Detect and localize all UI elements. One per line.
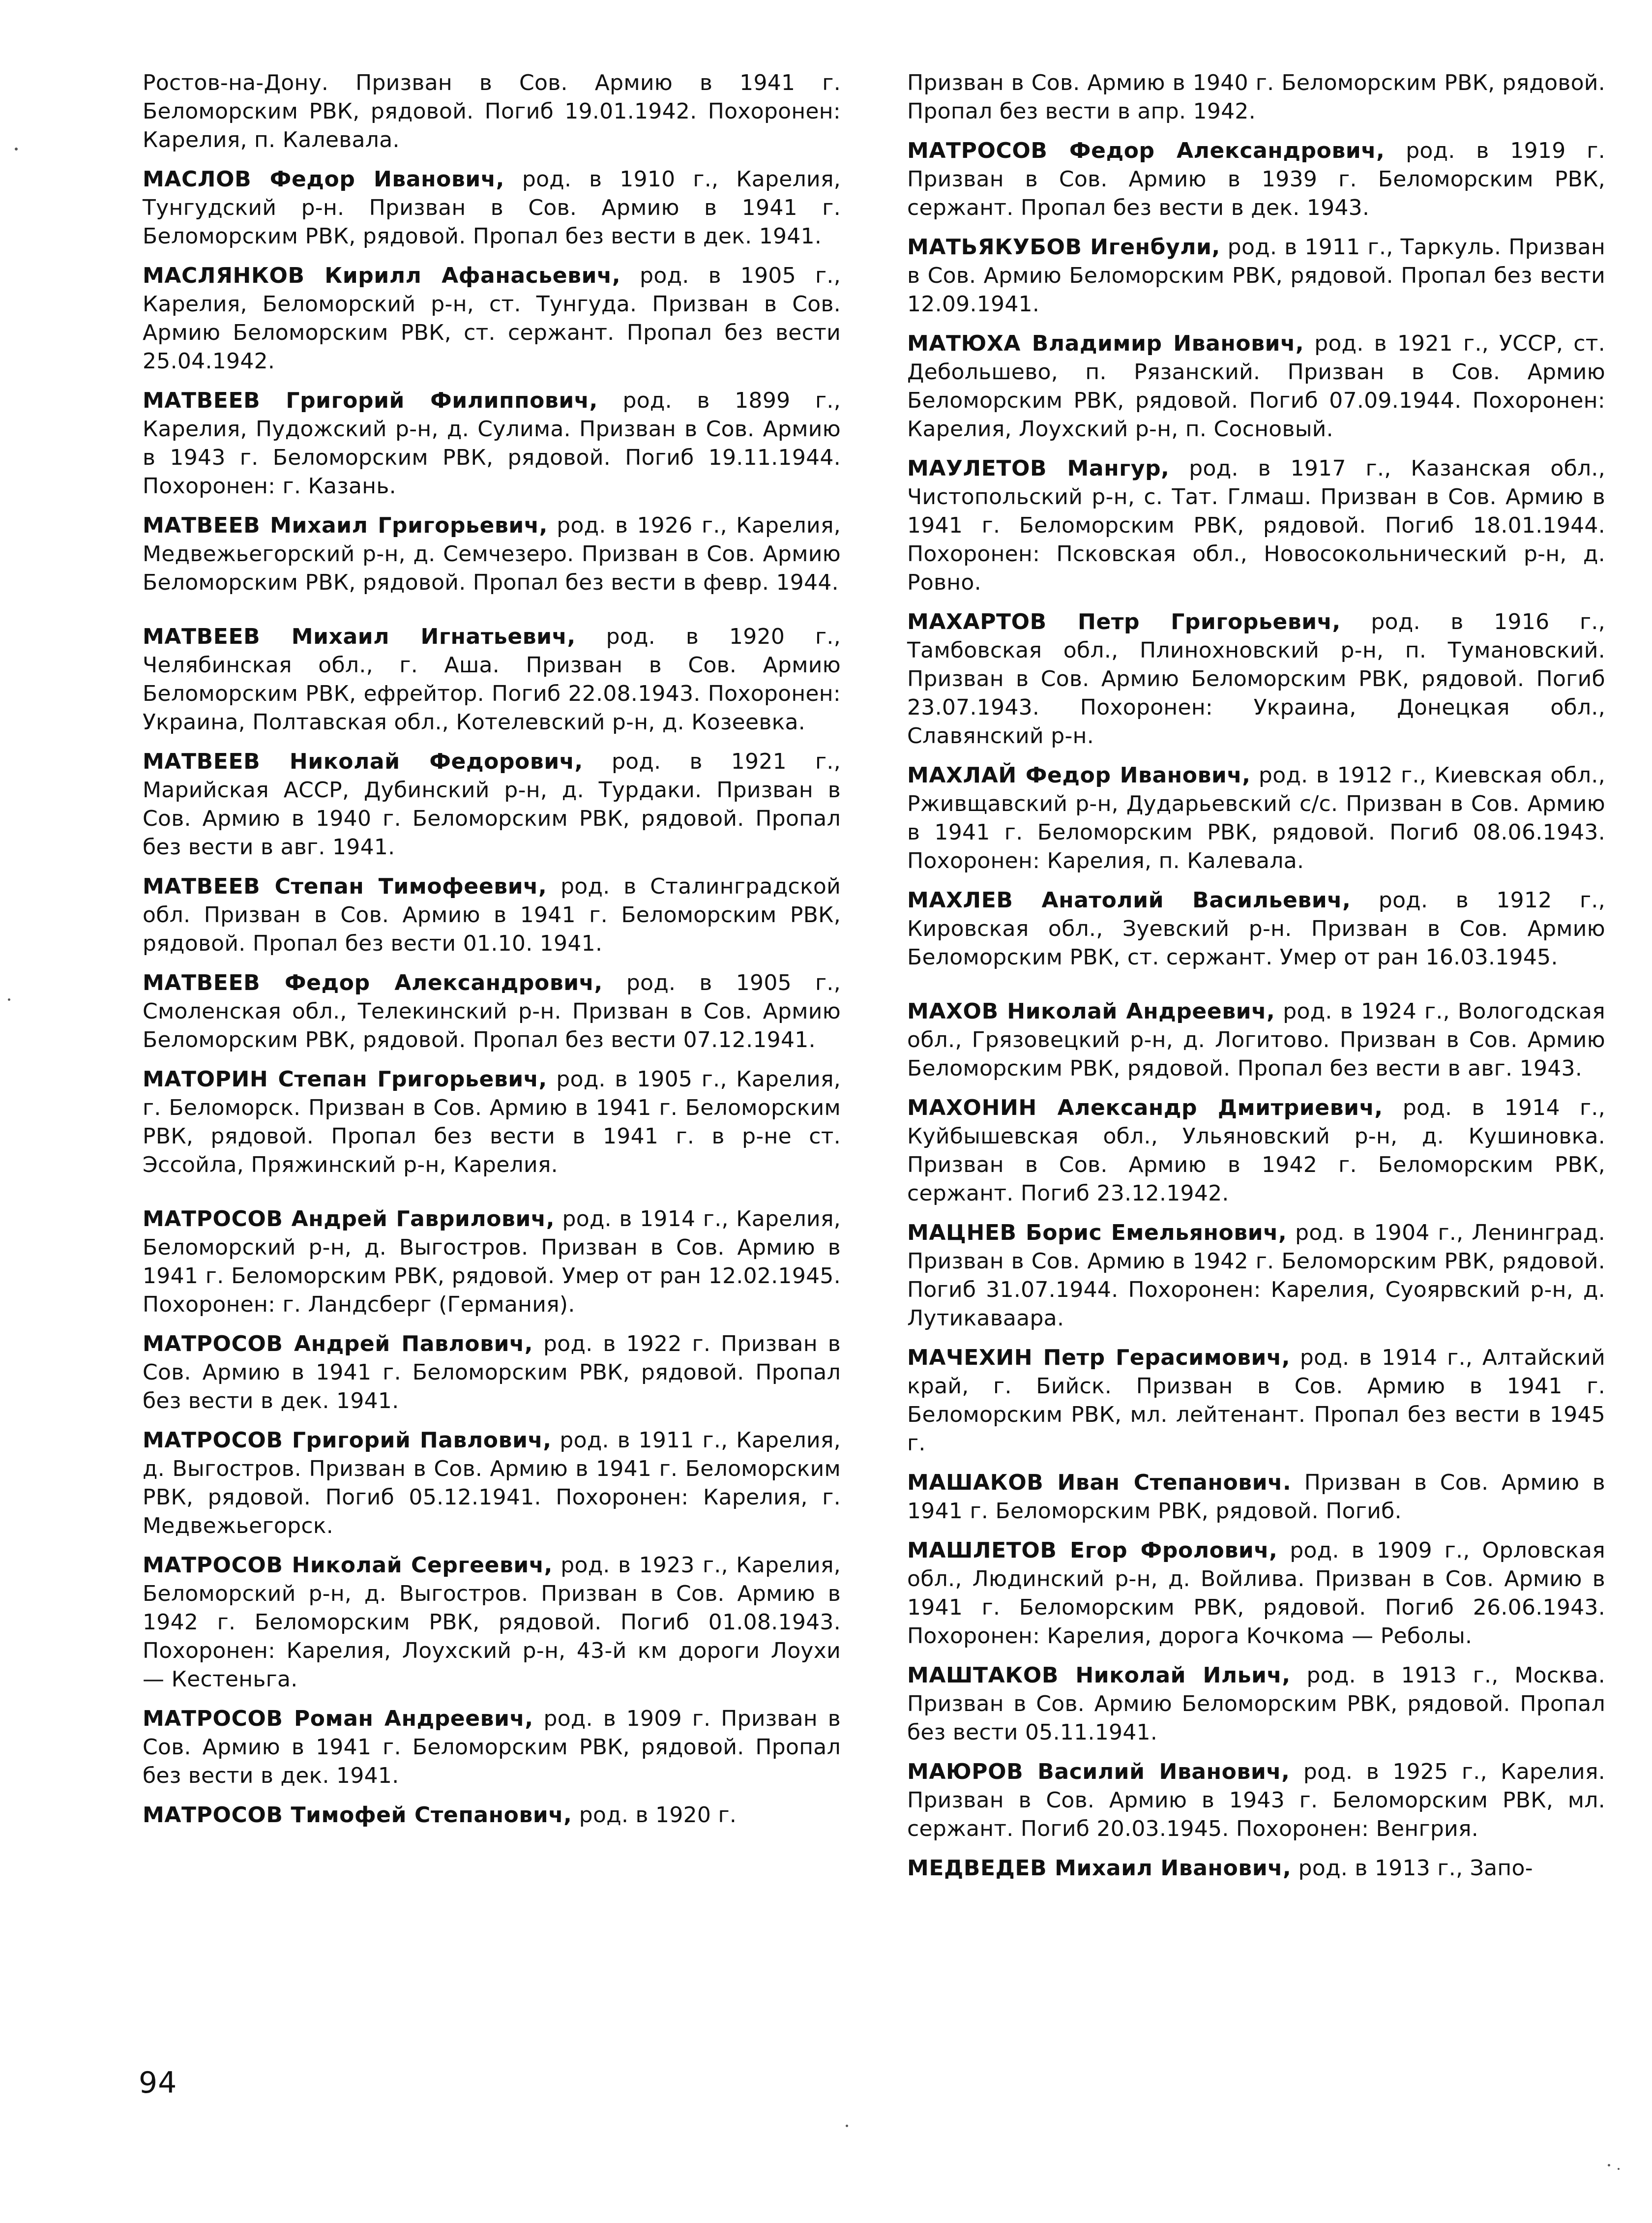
entry-text: род. в 1924 г., Вологодская обл., Грязовецкий р-н, д. Логитово. Призван в Сов. Армию Беломорским РВК, рядовой. Пропал без вести в авг. 1943. bbox=[907, 999, 1605, 1081]
entry-matveev-stepan bbox=[143, 872, 841, 958]
entry-text: род. в 1925 г., Карелия. Призван в Сов. Армию в 1943 г. Беломорским РВК, мл. сержант. Погиб 20.03.1945. Похоронен: Венгрия. bbox=[907, 1759, 1605, 1841]
entry-text: род. в 1904 г., Ленинград. Призван в Сов. Армию в 1942 г. Беломорским РВК, рядовой. Погиб 31.07.1944. Похоронен: Карелия, Суоярвский р-н, д. Лутикаваара. bbox=[907, 1220, 1605, 1331]
entry-text: род. в 1914 г., Алтайский край, г. Бийск. Призван в Сов. Армию в 1941 г. Беломорским РВК, мл. лейтенант. Пропал без вести в 1945 г. bbox=[907, 1345, 1606, 1456]
entry-name: МАХОНИН Александр Дмитриевич, bbox=[907, 1095, 1383, 1120]
entry-continuation: Ростов-на-Дону. Призван в Сов. Армию в 1941 г. Беломорским РВК, рядовой. Погиб 19.01.1942. Похоронен: Карелия, п. Калевала. bbox=[143, 70, 841, 152]
entry-matyakubov-igenbuli bbox=[907, 233, 1605, 319]
right-column bbox=[907, 69, 1605, 1893]
entry-mayurov-vasily bbox=[907, 1758, 1605, 1843]
entry-text: род. в 1911 г., Таркуль. Призван в Сов. Армию Беломорским РВК, рядовой. Пропал без вести 12.09.1941. bbox=[907, 235, 1606, 317]
entry-matrosov-timofey bbox=[143, 1801, 841, 1830]
entry-continuation: Призван в Сов. Армию в 1940 г. Беломорским РВК, рядовой. Пропал без вести в апр. 1942. bbox=[907, 70, 1605, 124]
entry-name: МАТРОСОВ Тимофей Степанович, bbox=[143, 1802, 572, 1828]
entry-name: МАТРОСОВ Федор Александрович, bbox=[907, 138, 1385, 163]
entry-name: МАТЮХА Владимир Иванович, bbox=[907, 331, 1304, 356]
entry-text: род. в 1912 г., Киевская обл., Рживщавский р-н, Дударьевский с/с. Призван в Сов. Армию в 1941 г. Беломорским РВК, рядовой. Погиб 08.06.1943. Похоронен: Карелия, п. Калевала. bbox=[907, 763, 1605, 873]
entry-text: род. в 1922 г. Призван в Сов. Армию в 1941 г. Беломорским РВК, рядовой. Пропал без вести в дек. 1941. bbox=[143, 1331, 841, 1413]
entry-text: род. в 1899 г., Карелия, Пудожский р-н, д. Сулима. Призван в Сов. Армию в 1943 г. Беломорским РВК, рядовой. Погиб 19.11.1944. Похоронен: г. Казань. bbox=[143, 388, 841, 499]
entry-text: род. в 1921 г., Марийская АССР, Дубинский р-н, д. Турдаки. Призван в Сов. Армию в 1940 г. Беломорским РВК, рядовой. Пропал без вести в авг. 1941. bbox=[143, 749, 841, 860]
entry-matsnev-boris bbox=[907, 1219, 1605, 1333]
entry-name: МАХЛАЙ Федор Иванович, bbox=[907, 763, 1251, 788]
entry-matveev-nikolay bbox=[143, 748, 841, 862]
entry-text: род. в Сталинградской обл. Призван в Сов. Армию в 1941 г. Беломорским РВК, рядовой. Пропал без вести 01.10. 1941. bbox=[143, 874, 841, 956]
entry-name: МАТВЕЕВ Степан Тимофеевич, bbox=[143, 874, 547, 899]
entry-name: МАЮРОВ Василий Иванович, bbox=[907, 1759, 1290, 1784]
entry-name: МАШТАКОВ Николай Ильич, bbox=[907, 1663, 1291, 1688]
entry-matveev-fedor bbox=[143, 969, 841, 1054]
entry-text: род. в 1909 г. Призван в Сов. Армию в 1941 г. Беломорским РВК, рядовой. Пропал без вести в дек. 1941. bbox=[143, 1706, 841, 1788]
entry-text: род. в 1905 г., Карелия, г. Беломорск. Призван в Сов. Армию в 1941 г. Беломорским РВК, рядовой. Пропал без вести в 1941 г. в р-не ст. Эссойла, Пряжинский р-н, Карелия. bbox=[143, 1067, 841, 1177]
entry-matveev-mikhail-grigorievich bbox=[143, 511, 841, 597]
entry-name: МАСЛЯНКОВ Кирилл Афанасьевич, bbox=[143, 263, 621, 288]
entry-text: род. в 1905 г., Карелия, Беломорский р-н, ст. Тунгуда. Призван в Сов. Армию Беломорским РВК, ст. сержант. Пропал без вести 25.04.1942. bbox=[143, 263, 841, 374]
entry-text: род. в 1913 г., Запо- bbox=[1291, 1856, 1533, 1881]
entry-name: МАТВЕЕВ Григорий Филиппович, bbox=[143, 388, 598, 413]
entry-text: род. в 1912 г., Кировская обл., Зуевский р-н. Призван в Сов. Армию Беломорским РВК, ст. сержант. Умер от ран 16.03.1945. bbox=[907, 888, 1605, 970]
entry-text: род. в 1910 г., Карелия, Тунгудский р-н. Призван в Сов. Армию в 1941 г. Беломорским РВК, рядовой. Пропал без вести в дек. 1941. bbox=[143, 167, 841, 249]
entry-name: МАХАРТОВ Петр Григорьевич, bbox=[907, 609, 1341, 634]
entry-makhov-nikolay bbox=[907, 997, 1605, 1083]
entry-name: МАТРОСОВ Григорий Павлович, bbox=[143, 1428, 552, 1453]
entry-name: МАЧЕХИН Петр Герасимович, bbox=[907, 1345, 1291, 1370]
scan-speck bbox=[1608, 2164, 1610, 2166]
entry-makhlev-anatoly bbox=[907, 886, 1605, 972]
entry-text: Призван в Сов. Армию в 1941 г. Беломорским РВК, рядовой. Погиб. bbox=[907, 1470, 1605, 1524]
entry-name: МАШЛЕТОВ Егор Фролович, bbox=[907, 1538, 1278, 1563]
entry-text: род. в 1920 г., Челябинская обл., г. Аша. Призван в Сов. Армию Беломорским РВК, ефрейтор. Погиб 22.08.1943. Похоронен: Украина, Полтавская обл., Котелевский р-н, д. Козеевка. bbox=[143, 624, 841, 735]
entry-text: род. в 1913 г., Москва. Призван в Сов. Армию Беломорским РВК, рядовой. Пропал без вести 05.11.1941. bbox=[907, 1663, 1605, 1745]
page-number: 94 bbox=[139, 2066, 177, 2100]
entry-name: МАТРОСОВ Андрей Павлович, bbox=[143, 1331, 533, 1356]
entry-name: МАТОРИН Степан Григорьевич, bbox=[143, 1067, 547, 1092]
entry-text: род. в 1921 г., УССР, ст. Дебольшево, п. Рязанский. Призван в Сов. Армию Беломорским РВК, рядовой. Погиб 07.09.1944. Похоронен: Карелия, Лоухский р-н, п. Сосновый. bbox=[907, 331, 1605, 442]
entry-name: МАТВЕЕВ Николай Федорович, bbox=[143, 749, 583, 774]
entry-name: МАХОВ Николай Андреевич, bbox=[907, 999, 1275, 1024]
entry-text: род. в 1911 г., Карелия, д. Выгостров. Призван в Сов. Армию в 1941 г. Беломорским РВК, рядовой. Погиб 05.12.1941. Похоронен: Карелия, г. Медвежьегорск. bbox=[143, 1428, 841, 1538]
entry-text: род. в 1919 г. Призван в Сов. Армию в 1939 г. Беломорским РВК, сержант. Пропал без вести в дек. 1943. bbox=[907, 138, 1606, 220]
left-column bbox=[143, 69, 841, 1840]
entry-name: МЕДВЕДЕВ Михаил Иванович, bbox=[907, 1856, 1292, 1881]
entry-matrosov-andrey-gavrilovich bbox=[143, 1205, 841, 1319]
entry-makhonin-alexander bbox=[907, 1094, 1605, 1208]
scan-speck bbox=[8, 998, 10, 1001]
entry-text: род. в 1917 г., Казанская обл., Чистопольский р-н, с. Тат. Глмаш. Призван в Сов. Армию в 1941 г. Беломорским РВК, рядовой. Погиб 18.01.1944. Похоронен: Псковская обл., Новосокольнический р-н, д. Ровно. bbox=[907, 456, 1606, 595]
entry-text: род. в 1909 г., Орловская обл., Людинский р-н, д. Войлива. Призван в Сов. Армию в 1941 г. Беломорским РВК, рядовой. Погиб 26.06.1943. Похоронен: Карелия, дорога Кочкома — Реболы. bbox=[907, 1538, 1605, 1649]
entry-text: род. в 1926 г., Карелия, Медвежьегорский р-н, д. Семчезеро. Призван в Сов. Армию Беломорским РВК, рядовой. Пропал без вести в февр. 1944. bbox=[143, 513, 841, 595]
scan-speck bbox=[846, 2125, 848, 2127]
entry-matveev-grigory bbox=[143, 387, 841, 501]
entry-maslov-fedor bbox=[143, 165, 841, 251]
entry-makhartov-petr bbox=[907, 608, 1605, 751]
entry-makhlay-fedor bbox=[907, 761, 1605, 875]
entry-name: МАТВЕЕВ Михаил Григорьевич, bbox=[143, 513, 548, 538]
scan-speck bbox=[1618, 2168, 1620, 2170]
entry-name: МАХЛЕВ Анатолий Васильевич, bbox=[907, 888, 1351, 913]
entry-text: род. в 1914 г., Куйбышевская обл., Ульяновский р-н, д. Кушиновка. Призван в Сов. Армию в 1942 г. Беломорским РВК, сержант. Погиб 23.12.1942. bbox=[907, 1095, 1605, 1206]
entry-mashakov-ivan bbox=[907, 1469, 1605, 1526]
entry-text: род. в 1923 г., Карелия, Беломорский р-н, д. Выгостров. Призван в Сов. Армию в 1942 г. Беломорским РВК, рядовой. Погиб 01.08.1943. Похоронен: Карелия, Лоухский р-н, 43-й км дороги Лоухи — Кестеньга. bbox=[143, 1553, 841, 1692]
scan-speck bbox=[15, 148, 18, 150]
entry-matrosov-nikolay bbox=[143, 1551, 841, 1694]
entry-matorin-stepan bbox=[143, 1065, 841, 1179]
entry-matrosov-andrey-pavlovich bbox=[143, 1330, 841, 1415]
entry-name: МАЦНЕВ Борис Емельянович, bbox=[907, 1220, 1287, 1245]
entry-name: МАУЛЕТОВ Мангур, bbox=[907, 456, 1170, 481]
entry-text: род. в 1920 г. bbox=[572, 1802, 737, 1828]
entry-maslyankov-kirill bbox=[143, 262, 841, 376]
entry-matveev-mikhail-ignatievich bbox=[143, 623, 841, 737]
entry-medvedev-mikhail bbox=[907, 1854, 1605, 1883]
entry-matyukha-vladimir bbox=[907, 330, 1605, 444]
entry-text: род. в 1905 г., Смоленская обл., Телекинский р-н. Призван в Сов. Армию Беломорским РВК, рядовой. Пропал без вести 07.12.1941. bbox=[143, 970, 841, 1052]
entry-name: МАСЛОВ Федор Иванович, bbox=[143, 167, 504, 192]
entry-matrosov-grigory bbox=[143, 1426, 841, 1540]
entry-name: МАШАКОВ Иван Степанович. bbox=[907, 1470, 1292, 1495]
entry-name: МАТРОСОВ Николай Сергеевич, bbox=[143, 1553, 553, 1578]
entry-mashtakov-nikolay bbox=[907, 1661, 1605, 1747]
entry-matrosov-fedor bbox=[907, 137, 1605, 222]
entry-mashletov-egor bbox=[907, 1536, 1605, 1651]
entry-name: МАТВЕЕВ Михаил Игнатьевич, bbox=[143, 624, 576, 649]
entry-mauletov-mangur bbox=[907, 454, 1605, 597]
entry-name: МАТРОСОВ Андрей Гаврилович, bbox=[143, 1206, 555, 1232]
entry-matrosov-roman bbox=[143, 1705, 841, 1790]
entry-text: род. в 1914 г., Карелия, Беломорский р-н, д. Выгостров. Призван в Сов. Армию в 1941 г. Беломорским РВК, рядовой. Умер от ран 12.02.1945. Похоронен: г. Ландсберг (Германия). bbox=[143, 1206, 841, 1317]
entry-text: род. в 1916 г., Тамбовская обл., Плинохновский р-н, п. Тумановский. Призван в Сов. Армию Беломорским РВК, рядовой. Погиб 23.07.1943. Похоронен: Украина, Донецкая обл., Славянский р-н. bbox=[907, 609, 1605, 749]
entry-name: МАТВЕЕВ Федор Александрович, bbox=[143, 970, 603, 995]
entry-name: МАТРОСОВ Роман Андреевич, bbox=[143, 1706, 533, 1731]
entry-name: МАТЬЯКУБОВ Игенбули, bbox=[907, 235, 1220, 260]
entry-machekhin-petr bbox=[907, 1344, 1605, 1458]
